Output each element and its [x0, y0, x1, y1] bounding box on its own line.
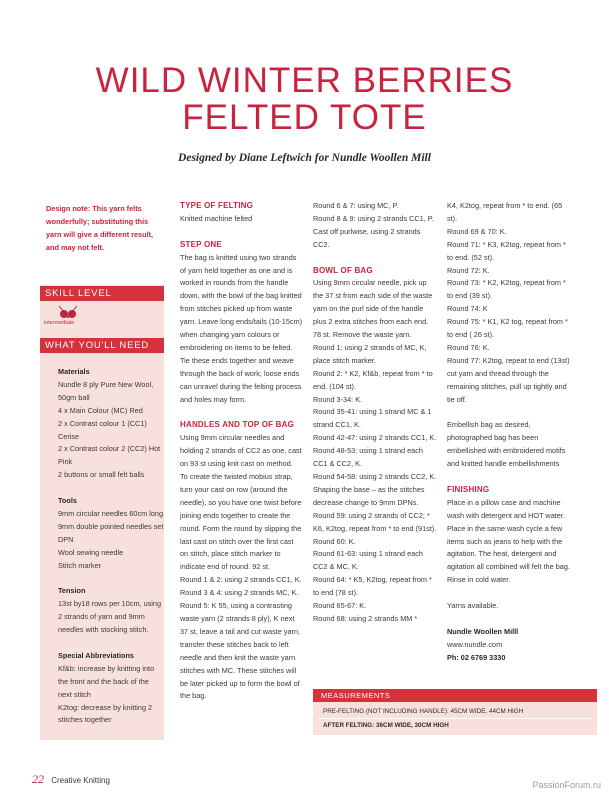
- round-instruction: Round 59: using 2 strands of CC2; * K6, K2tog, repeat from * to end (91st).: [313, 510, 437, 533]
- round-instruction: Round 72: K.: [447, 265, 490, 275]
- measurements-divider: [318, 718, 592, 719]
- round-instruction: Cast off purlwise, using 2 strands CC2.: [313, 226, 421, 249]
- round-instruction: Round 48-53: using 1 strand each CC1 & CC2, K.: [313, 446, 423, 469]
- type-of-felting-text: Knitted machine felted: [180, 213, 253, 223]
- watermark: PassionForum.ru: [532, 780, 601, 790]
- round-instruction: Round 69 & 70: K.: [447, 226, 507, 236]
- materials-heading: Materials: [58, 367, 90, 376]
- title-line-2: FELTED TOTE: [182, 98, 427, 137]
- round-instruction: Round 2: * K2, Kf&b, repeat from * to end. (104 st).: [313, 368, 433, 391]
- column-3: [313, 200, 437, 626]
- round-instruction: Round 3-34: K.: [313, 394, 363, 404]
- bowl-text: Using 9mm circular needle, pick up the 37 st from each side of the waste yarn on the purl side of the handle plus 2 extra stitches from each end. 78 st. Remove the waste yarn.: [313, 278, 433, 340]
- round-instruction: Round 42-47: using 2 strands CC1, K.: [313, 433, 437, 443]
- measurement-pre-felting: PRE-FELTING (NOT INCLUDING HANDLE): 45CM WIDE, 44CM HIGH: [323, 708, 524, 715]
- round-instruction: Round 54-58: using 2 strands CC2, K.: [313, 472, 437, 482]
- round-instruction: Round 61-63: using 1 strand each CC2 & MC, K.: [313, 549, 423, 572]
- material-item: 2 buttons or small felt balls: [58, 470, 145, 480]
- round-instruction: Round 76: K.: [447, 342, 490, 352]
- round-instruction: Round 3 & 4: using 2 strands MC, K.: [180, 588, 299, 598]
- step-one-heading: STEP ONE: [180, 239, 222, 249]
- tools-heading: Tools: [58, 496, 77, 506]
- yarns-available: Yarns available.: [447, 601, 499, 611]
- handles-text: To create the twisted mobius strap, turn your cast on row (around the needle), so you have one twist before joining ends together to create the round. Form the round by slipping the last cast on stitch over the first cast on stitch, place stitch marker to indicate end of round. 92 st.: [180, 472, 302, 572]
- material-item: 4 x Main Colour (MC) Red: [58, 405, 143, 415]
- measurements-heading: MEASUREMENTS: [313, 689, 597, 702]
- tool-item: 9mm double pointed needles set DPN: [58, 521, 164, 544]
- handles-heading: HANDLES AND TOP OF BAG: [180, 420, 295, 430]
- round-instruction: Round 60: K.: [313, 536, 356, 546]
- what-you-need-heading: WHAT YOU'LL NEED: [40, 338, 164, 353]
- tool-item: 9mm circular needles 60cm long: [58, 508, 164, 518]
- finishing-text: Place in a pillow case and machine wash with detergent and HOT water. Place in the same wash cycle a few items such as jeans to help with the agitation. The heat, detergent and agitation all combined will felt the bag. Rinse in cold water.: [447, 497, 570, 585]
- abbreviation-item: Kf&b: increase by knitting into the front and the back of the next stitch: [58, 663, 155, 699]
- round-instruction: Round 5: K 55, using a contrasting waste yarn (2 strands 8 ply), K next 37 st, leave a tail and cut waste yarn, transfer these stitches back to left needle and then knit the waste yarn stitches with MC. These stitches will be later picked up to form the bowl of the bag.: [180, 601, 301, 701]
- page-footer: [32, 772, 110, 787]
- tension-text: 13st by18 rows per 10cm, using 2 strands of yarn and 9mm needles with stocking stitch.: [58, 599, 162, 635]
- handles-text: Using 9mm circular needles and holding 2 strands of CC2 as one, cast on 93 st using knit cast on method.: [180, 433, 302, 469]
- type-of-felting-heading: TYPE OF FELTING: [180, 201, 254, 210]
- round-instruction: Round 68: using 2 strands MM *: [313, 613, 418, 623]
- byline: Designed by Diane Leftwich for Nundle Woollen Mill: [178, 152, 431, 164]
- materials-list: [58, 366, 164, 727]
- round-instruction: Round 64: * K5, K2tog, repeat from * to end (78 st).: [313, 575, 432, 598]
- knitting-needles-icon: [58, 305, 78, 319]
- round-instruction: Round 1: using 2 strands of MC, K, place stitch marker.: [313, 342, 427, 365]
- round-instruction: Round 71: * K3, K2tog, repeat from * to end. (52 st).: [447, 239, 566, 262]
- tool-item: Wool sewing needle: [58, 547, 124, 557]
- mill-name: Nundle Woollen Milll: [447, 626, 519, 636]
- title-line-1: WILD WINTER BERRIES: [95, 61, 514, 100]
- round-instruction: Round 75: * K1, K2 tog, repeat from * to end ( 26 st).: [447, 317, 568, 340]
- round-instruction: Round 77: K2tog, repeat to end (13st) cut yarn and thread through the remaining stitches, pull up tightly and tie off.: [447, 355, 570, 404]
- round-instruction: K4, K2tog, repeat from * to end. (65 st).: [447, 201, 563, 223]
- tool-item: Stitch marker: [58, 560, 101, 570]
- mill-phone: Ph: 02 6769 3330: [447, 652, 506, 662]
- round-instruction: Round 6 & 7: using MC, P.: [313, 201, 399, 210]
- design-note: Design note: This yarn felts wonderfully; substituting this yarn will give a different result, and may not felt.: [46, 204, 154, 252]
- magazine-name: Creative Knitting: [51, 776, 110, 785]
- embellish-text: Embellish bag as desired, photographed bag has been embellished with embroidered motifs and knitted handle embellishments: [447, 420, 566, 469]
- round-instruction: Round 8 & 9: using 2 strands CC1, P.: [313, 213, 434, 223]
- page-number: 22: [32, 772, 44, 786]
- round-instruction: Round 35-41: using 1 strand MC & 1 strand CC1, K.: [313, 407, 432, 430]
- column-2: [180, 200, 303, 703]
- skill-level-value: intermediate: [44, 320, 75, 326]
- material-item: 2 x Contrast colour 1 (CC1) Cerise: [58, 418, 147, 441]
- mill-url[interactable]: www.nundle.com: [447, 639, 503, 649]
- abbreviation-item: K2tog: decrease by knitting 2 stitches together: [58, 702, 153, 725]
- abbreviations-heading: Special Abbreviations: [58, 650, 134, 660]
- round-instruction: Shaping the base – as the stitches decrease change to 9mm DPNs.: [313, 484, 425, 507]
- measurement-after-felting: AFTER FELTING: 36CM WIDE, 30CM HIGH: [323, 722, 449, 729]
- round-instruction: Round 65-67: K.: [313, 601, 367, 611]
- tension-heading: Tension: [58, 586, 86, 596]
- material-item: 2 x Contrast colour 2 (CC2) Hot Pink: [58, 444, 161, 467]
- skill-level-heading: SKILL LEVEL: [40, 286, 164, 301]
- round-instruction: Round 1 & 2: using 2 strands CC1, K.: [180, 575, 302, 585]
- round-instruction: Round 74: K: [447, 304, 488, 314]
- material-item: Nundle 8 ply Pure New Wool, 50gm ball: [58, 379, 154, 402]
- round-instruction: Round 73: * K2, K2tog, repeat from * to end (39 st).: [447, 278, 566, 301]
- bowl-heading: BOWL OF BAG: [313, 265, 373, 275]
- column-4: [447, 200, 573, 665]
- step-one-text: The bag is knitted using two strands of yarn held together as one and is worked in rounds from the handle down, with the bowl of the bag knitted from stitches picked up from waste yarn. Leave long ends/tails (10-15cm) when changing yarn colours or embroidering on items to be felted. Tie these ends together and weave through the back of work; loose ends can unravel during the felting process and holes may form.: [180, 252, 303, 404]
- finishing-heading: FINISHING: [447, 484, 490, 494]
